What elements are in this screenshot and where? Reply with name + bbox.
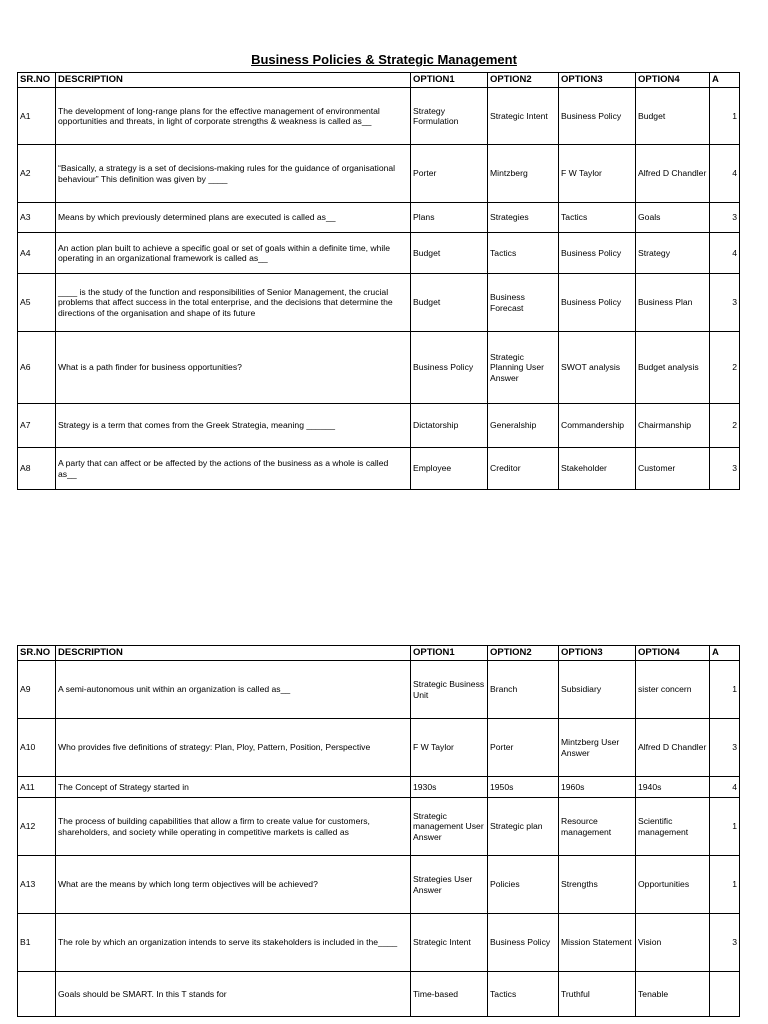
option4-cell: Alfred D Chandler bbox=[636, 719, 710, 777]
description-cell: A party that can affect or be affected by the actions of the business as a whole is called as__ bbox=[56, 448, 411, 490]
option1-cell: 1930s bbox=[411, 777, 488, 798]
answer-cell: 1 bbox=[710, 88, 740, 145]
description-cell: The Concept of Strategy started in bbox=[56, 777, 411, 798]
option2-cell: Strategic plan bbox=[488, 798, 559, 856]
table-row bbox=[18, 274, 740, 332]
option3-cell: Strengths bbox=[559, 856, 636, 914]
option4-cell: Vision bbox=[636, 914, 710, 972]
description-cell: Who provides five definitions of strategy: Plan, Ploy, Pattern, Position, Perspective bbox=[56, 719, 411, 777]
option1-cell: Strategic Business Unit bbox=[411, 661, 488, 719]
option3-cell: Subsidiary bbox=[559, 661, 636, 719]
option1-cell: Strategic management User Answer bbox=[411, 798, 488, 856]
answer-cell bbox=[710, 972, 740, 1017]
header-option3: OPTION3 bbox=[559, 646, 636, 661]
option1-cell: Strategy Formulation bbox=[411, 88, 488, 145]
option3-cell: 1960s bbox=[559, 777, 636, 798]
option4-cell: Alfred D Chandler bbox=[636, 145, 710, 203]
option3-cell: Business Policy bbox=[559, 88, 636, 145]
option1-cell: Strategies User Answer bbox=[411, 856, 488, 914]
option3-cell: Commandership bbox=[559, 404, 636, 448]
option4-cell: Budget bbox=[636, 88, 710, 145]
option1-cell: Business Policy bbox=[411, 332, 488, 404]
table-row bbox=[18, 404, 740, 448]
option3-cell: Mintzberg User Answer bbox=[559, 719, 636, 777]
description-cell: Strategy is a term that comes from the Greek Strategia, meaning ______ bbox=[56, 404, 411, 448]
table-row bbox=[18, 88, 740, 145]
option3-cell: Business Policy bbox=[559, 274, 636, 332]
header-option2: OPTION2 bbox=[488, 646, 559, 661]
option3-cell: Business Policy bbox=[559, 233, 636, 274]
option3-cell: SWOT analysis bbox=[559, 332, 636, 404]
option1-cell: Plans bbox=[411, 203, 488, 233]
sr-no-cell: A13 bbox=[18, 856, 56, 914]
description-cell: Goals should be SMART. In this T stands for bbox=[56, 972, 411, 1017]
option4-cell: Opportunities bbox=[636, 856, 710, 914]
option1-cell: Budget bbox=[411, 233, 488, 274]
header-option3: OPTION3 bbox=[559, 73, 636, 88]
description-cell: “Basically, a strategy is a set of decisions-making rules for the guidance of organisational behaviour” This definition was given by ____ bbox=[56, 145, 411, 203]
header-description: DESCRIPTION bbox=[56, 646, 411, 661]
sr-no-cell: A11 bbox=[18, 777, 56, 798]
table-row bbox=[18, 777, 740, 798]
option3-cell: Mission Statement bbox=[559, 914, 636, 972]
table-row bbox=[18, 856, 740, 914]
option1-cell: Employee bbox=[411, 448, 488, 490]
description-cell: What is a path finder for business opportunities? bbox=[56, 332, 411, 404]
answer-cell: 3 bbox=[710, 914, 740, 972]
answer-cell: 4 bbox=[710, 145, 740, 203]
sr-no-cell: A4 bbox=[18, 233, 56, 274]
option2-cell: Mintzberg bbox=[488, 145, 559, 203]
option4-cell: sister concern bbox=[636, 661, 710, 719]
answer-cell: 4 bbox=[710, 233, 740, 274]
option1-cell: F W Taylor bbox=[411, 719, 488, 777]
option4-cell: Budget analysis bbox=[636, 332, 710, 404]
sr-no-cell: A1 bbox=[18, 88, 56, 145]
option2-cell: Strategies bbox=[488, 203, 559, 233]
header-sr-no: SR.NO bbox=[18, 646, 56, 661]
answer-cell: 4 bbox=[710, 777, 740, 798]
answer-cell: 3 bbox=[710, 719, 740, 777]
option3-cell: Resource management bbox=[559, 798, 636, 856]
description-cell: A semi-autonomous unit within an organization is called as__ bbox=[56, 661, 411, 719]
table-header-row bbox=[18, 73, 740, 88]
table-header-row bbox=[18, 646, 740, 661]
option3-cell: Stakeholder bbox=[559, 448, 636, 490]
option2-cell: Tactics bbox=[488, 233, 559, 274]
description-cell: What are the means by which long term objectives will be achieved? bbox=[56, 856, 411, 914]
answer-cell: 3 bbox=[710, 203, 740, 233]
option4-cell: Customer bbox=[636, 448, 710, 490]
option2-cell: Policies bbox=[488, 856, 559, 914]
answer-cell: 2 bbox=[710, 404, 740, 448]
header-option4: OPTION4 bbox=[636, 73, 710, 88]
sr-no-cell: A7 bbox=[18, 404, 56, 448]
option3-cell: Tactics bbox=[559, 203, 636, 233]
header-option1: OPTION1 bbox=[411, 646, 488, 661]
table-row bbox=[18, 145, 740, 203]
header-sr-no: SR.NO bbox=[18, 73, 56, 88]
description-cell: The process of building capabilities that allow a firm to create value for customers, shareholders, and society while operating in competitive markets is called as bbox=[56, 798, 411, 856]
table-row bbox=[18, 914, 740, 972]
header-description: DESCRIPTION bbox=[56, 73, 411, 88]
header-answer: A bbox=[710, 73, 740, 88]
sr-no-cell: A2 bbox=[18, 145, 56, 203]
option4-cell: Goals bbox=[636, 203, 710, 233]
option4-cell: Chairmanship bbox=[636, 404, 710, 448]
answer-cell: 1 bbox=[710, 798, 740, 856]
option2-cell: 1950s bbox=[488, 777, 559, 798]
sr-no-cell: A3 bbox=[18, 203, 56, 233]
option4-cell: Tenable bbox=[636, 972, 710, 1017]
option1-cell: Porter bbox=[411, 145, 488, 203]
mcq-table-1 bbox=[17, 72, 740, 490]
table-row bbox=[18, 233, 740, 274]
option2-cell: Generalship bbox=[488, 404, 559, 448]
description-cell: ____ is the study of the function and responsibilities of Senior Management, the crucial problems that affect success in the total enterprise, and the decisions that determine the directions of the organisation and shape of its future bbox=[56, 274, 411, 332]
option4-cell: Strategy bbox=[636, 233, 710, 274]
table-row bbox=[18, 448, 740, 490]
table-row bbox=[18, 332, 740, 404]
table-row bbox=[18, 972, 740, 1017]
option4-cell: Business Plan bbox=[636, 274, 710, 332]
answer-cell: 1 bbox=[710, 661, 740, 719]
table-row bbox=[18, 719, 740, 777]
option4-cell: 1940s bbox=[636, 777, 710, 798]
option1-cell: Time-based bbox=[411, 972, 488, 1017]
sr-no-cell: A6 bbox=[18, 332, 56, 404]
option2-cell: Strategic Intent bbox=[488, 88, 559, 145]
sr-no-cell: A10 bbox=[18, 719, 56, 777]
answer-cell: 3 bbox=[710, 274, 740, 332]
sr-no-cell: A9 bbox=[18, 661, 56, 719]
description-cell: An action plan built to achieve a specific goal or set of goals within a definite time, while operating in an organizational framework is called as__ bbox=[56, 233, 411, 274]
option2-cell: Tactics bbox=[488, 972, 559, 1017]
sr-no-cell bbox=[18, 972, 56, 1017]
option1-cell: Strategic Intent bbox=[411, 914, 488, 972]
option1-cell: Budget bbox=[411, 274, 488, 332]
description-cell: The role by which an organization intends to serve its stakeholders is included in the____ bbox=[56, 914, 411, 972]
header-answer: A bbox=[710, 646, 740, 661]
header-option2: OPTION2 bbox=[488, 73, 559, 88]
option2-cell: Branch bbox=[488, 661, 559, 719]
table-row bbox=[18, 798, 740, 856]
option1-cell: Dictatorship bbox=[411, 404, 488, 448]
option3-cell: Truthful bbox=[559, 972, 636, 1017]
table-row bbox=[18, 661, 740, 719]
option2-cell: Business Policy bbox=[488, 914, 559, 972]
header-option4: OPTION4 bbox=[636, 646, 710, 661]
option2-cell: Strategic Planning User Answer bbox=[488, 332, 559, 404]
option3-cell: F W Taylor bbox=[559, 145, 636, 203]
answer-cell: 2 bbox=[710, 332, 740, 404]
description-cell: The development of long-range plans for the effective management of environmental opportunities and threats, in light of corporate strengths & weakness is called as__ bbox=[56, 88, 411, 145]
sr-no-cell: A5 bbox=[18, 274, 56, 332]
option2-cell: Porter bbox=[488, 719, 559, 777]
sr-no-cell: B1 bbox=[18, 914, 56, 972]
description-cell: Means by which previously determined plans are executed is called as__ bbox=[56, 203, 411, 233]
mcq-table-2 bbox=[17, 645, 740, 1017]
option4-cell: Scientific management bbox=[636, 798, 710, 856]
option2-cell: Creditor bbox=[488, 448, 559, 490]
answer-cell: 1 bbox=[710, 856, 740, 914]
option2-cell: Business Forecast bbox=[488, 274, 559, 332]
answer-cell: 3 bbox=[710, 448, 740, 490]
table-row bbox=[18, 203, 740, 233]
header-option1: OPTION1 bbox=[411, 73, 488, 88]
sr-no-cell: A12 bbox=[18, 798, 56, 856]
page-title: Business Policies & Strategic Management bbox=[251, 52, 517, 67]
sr-no-cell: A8 bbox=[18, 448, 56, 490]
